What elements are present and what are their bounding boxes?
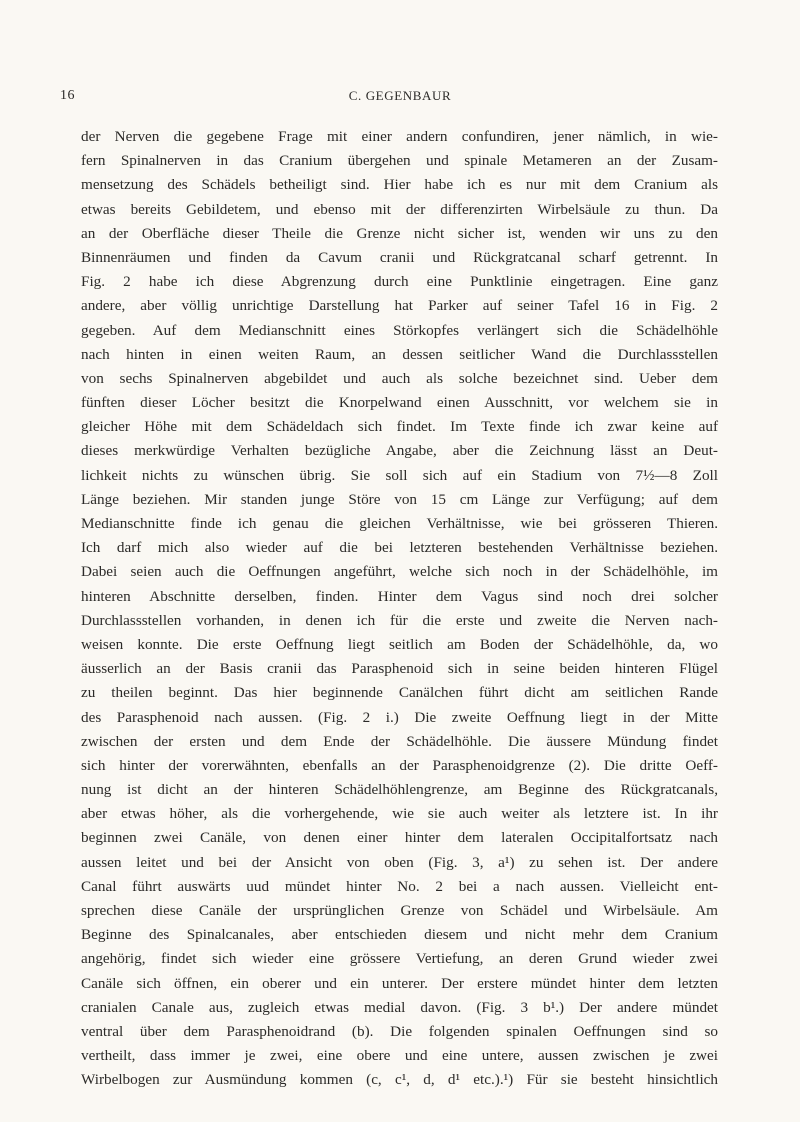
running-header: [60, 88, 740, 108]
text-line: mensetzung des Schädels betheiligt sind. Hier habe ich es nur mit dem Cranium als: [81, 176, 718, 194]
text-line: [81, 1093, 718, 1117]
text-line: beginnen zwei Canäle, von denen einer hinter dem lateralen Occipitalfortsatz nach: [81, 829, 718, 847]
text-line: vertheilt, dass immer je zwei, eine obere und eine untere, aussen zwischen je zwei: [81, 1047, 718, 1065]
text-line: Canäle sich öffnen, ein oberer und ein unterer. Der erstere mündet hinter dem letzten: [81, 974, 718, 992]
running-title: C. GEGENBAUR: [348, 88, 452, 103]
text-line: hinteren Abschnitte derselben, finden. Hinter dem Vagus sind noch drei solcher: [81, 587, 718, 605]
text-line: nung ist dicht an der hinteren Schädelhöhlengrenze, am Beginne des Rückgratcanals,: [81, 781, 718, 799]
text-line: ventral über dem Parasphenoidrand (b). Die folgenden spinalen Oeffnungen sind so: [81, 1022, 718, 1040]
text-line: gegeben. Auf dem Medianschnitt eines Störkopfes verlängert sich die Schädelhöhle: [81, 321, 718, 339]
text-line: Fig. 2 habe ich diese Abgrenzung durch eine Punktlinie eingetragen. Eine ganz: [81, 273, 718, 291]
text-line: andere, aber völlig unrichtige Darstellung hat Parker auf seiner Tafel 16 in Fig. 2: [81, 297, 718, 315]
text-line: Länge beziehen. Mir standen junge Störe von 15 cm Länge zur Verfügung; auf dem: [81, 490, 718, 508]
text-line: gleicher Höhe mit dem Schädeldach sich findet. Im Texte finde ich zwar keine auf: [81, 418, 718, 436]
text-line: an der Oberfläche dieser Theile die Grenze nicht sicher ist, wenden wir uns zu den: [81, 224, 718, 242]
text-line: Binnenräumen und finden da Cavum cranii und Rückgratcanal scharf getrennt. In: [81, 248, 718, 266]
text-line: Medianschnitte finde ich genau die gleichen Verhältnisse, wie bei grösseren Thieren.: [81, 515, 718, 532]
text-line: fünften dieser Löcher besitzt die Knorpelwand einen Ausschnitt, vor welchem sie in: [81, 394, 718, 412]
text-line: Wirbelbogen zur Ausmündung kommen (c, c¹, d, d¹ etc.).¹) Für sie besteht hinsichtlich: [81, 1071, 718, 1089]
body-text: [81, 125, 718, 1117]
text-line: aussen leitet und bei der Ansicht von oben (Fig. 3, a¹) zu sehen ist. Der andere: [81, 853, 718, 871]
text-line: sich hinter der vorerwähnten, ebenfalls an der Parasphenoidgrenze (2). Die dritte Oeff-: [81, 756, 718, 774]
text-line: zwischen der ersten und dem Ende der Schädelhöhle. Die äussere Mündung findet: [81, 732, 718, 750]
text-line: äusserlich an der Basis cranii das Parasphenoid sich in seine beiden hinteren Flügel: [81, 660, 718, 678]
text-line: des Parasphenoid nach aussen. (Fig. 2 i.) Die zweite Oeffnung liegt in der Mitte: [81, 708, 718, 726]
text-line: Canal führt auswärts uud mündet hinter No. 2 bei a nach aussen. Vielleicht ent-: [81, 877, 718, 895]
text-line: Beginne des Spinalcanales, aber entschieden diesem und nicht mehr dem Cranium: [81, 926, 718, 944]
text-line: cranialen Canale aus, zugleich etwas medial davon. (Fig. 3 b¹.) Der andere mündet: [81, 998, 718, 1016]
text-line: etwas bereits Gebildetem, und ebenso mit der differenzirten Wirbelsäule zu thun. Da: [81, 200, 718, 218]
text-line: weisen konnte. Die erste Oeffnung liegt seitlich am Boden der Schädelhöhle, da, wo: [81, 635, 718, 653]
text-line: der Nerven die gegebene Frage mit einer andern confundiren, jener nämlich, in wie-: [81, 128, 718, 145]
text-line: fern Spinalnerven in das Cranium übergehen und spinale Metameren an der Zusam-: [81, 152, 718, 170]
text-line: nach hinten in einen weiten Raum, an dessen seitlicher Wand die Durchlassstellen: [81, 345, 718, 363]
text-line: angehörig, findet sich wieder eine grössere Vertiefung, an deren Grund wieder zwei: [81, 950, 718, 968]
text-line: sprechen diese Canäle der ursprünglichen Grenze von Schädel und Wirbelsäule. Am: [81, 902, 718, 919]
text-line: zu theilen beginnt. Das hier beginnende Canälchen führt dicht am seitlichen Rande: [81, 684, 718, 702]
text-line: Dabei seien auch die Oeffnungen angeführt, welche sich noch in der Schädelhöhle, im: [81, 563, 718, 581]
text-line: aber etwas höher, als die vorhergehende, wie sie auch weiter als letztere ist. In ihr: [81, 805, 718, 823]
text-line: dieses merkwürdige Verhalten bezügliche Angabe, aber die Zeichnung lässt an Deut-: [81, 442, 718, 460]
text-line: Ich darf mich also wieder auf die bei letzteren bestehenden Verhältnisse beziehen.: [81, 539, 718, 557]
text-line: lichkeit nichts zu wünschen übrig. Sie soll sich auf ein Stadium von 7½—8 Zoll: [81, 466, 718, 484]
text-line: von sechs Spinalnerven abgebildet und auch als solche bezeichnet sind. Ueber dem: [81, 369, 718, 387]
text-line: Durchlassstellen vorhanden, in denen ich für die erste und zweite die Nerven nach-: [81, 611, 718, 629]
page-number: 16: [60, 88, 75, 103]
